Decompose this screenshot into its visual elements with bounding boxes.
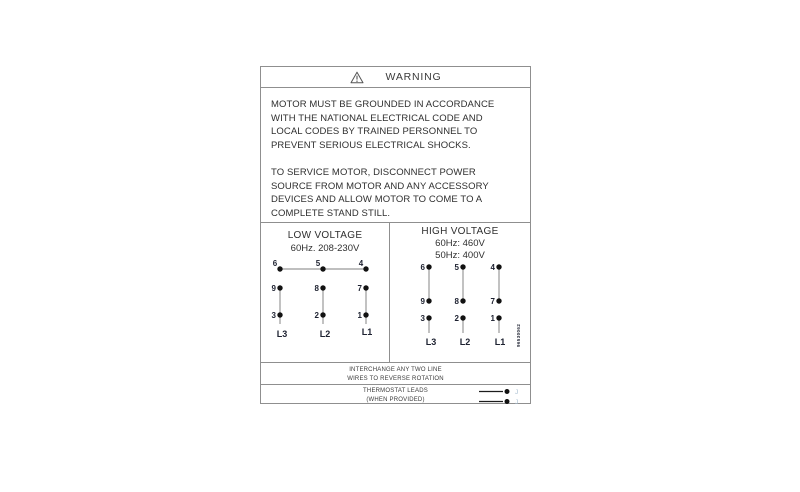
rotation-note-row xyxy=(261,362,530,384)
terminal-number: 4 xyxy=(358,259,364,268)
power-line-label: L1 xyxy=(494,337,506,347)
terminal-dot xyxy=(460,315,465,320)
high-voltage-wiring-diagram xyxy=(390,223,530,363)
warning-title: WARNING xyxy=(385,71,442,83)
voltage-diagrams-section xyxy=(261,222,530,362)
text-line: WITH THE NATIONAL ELECTRICAL CODE AND xyxy=(271,112,483,124)
terminal-number: 5 xyxy=(315,259,321,268)
terminal-dot xyxy=(277,285,282,290)
low-voltage-title: LOW VOLTAGE xyxy=(287,230,363,241)
terminal-number: 8 xyxy=(314,284,319,293)
terminal-number: 6 xyxy=(420,263,425,272)
text-line: LOCAL CODES BY TRAINED PERSONNEL TO xyxy=(271,126,478,138)
terminal-dot xyxy=(426,264,431,269)
terminal-dot xyxy=(277,266,282,271)
text-line: PREVENT SERIOUS ELECTRICAL SHOCKS. xyxy=(271,140,471,152)
high-voltage-panel xyxy=(389,223,530,362)
terminal-dot xyxy=(496,264,501,269)
terminal-number: 7 xyxy=(490,297,495,306)
thermostat-leads-line: (WHEN PROVIDED) xyxy=(366,396,425,403)
terminal-number: 9 xyxy=(271,284,276,293)
terminal-dot xyxy=(363,312,368,317)
terminal-dot xyxy=(320,285,325,290)
text-line: DEVICES AND ALLOW MOTOR TO COME TO A xyxy=(271,194,483,206)
power-line-label: L1 xyxy=(361,327,373,337)
part-number: 96530062 xyxy=(516,323,521,347)
terminal-number: 8 xyxy=(454,297,459,306)
warning-header xyxy=(261,67,530,88)
thermostat-leads-line: THERMOSTAT LEADS xyxy=(363,388,428,394)
lead-terminal-label: J xyxy=(515,399,519,406)
terminal-dot xyxy=(426,315,431,320)
rotation-note-line: INTERCHANGE ANY TWO LINE xyxy=(349,367,442,373)
terminal-number: 4 xyxy=(490,263,495,272)
terminal-dot xyxy=(277,312,282,317)
motor-wiring-warning-label xyxy=(260,66,531,404)
terminal-dot xyxy=(460,298,465,303)
text-line: SOURCE FROM MOTOR AND ANY ACCESSORY xyxy=(271,180,489,192)
power-line-label: L2 xyxy=(319,329,331,339)
terminal-number: 9 xyxy=(420,297,425,306)
thermostat-leads-row xyxy=(261,384,530,404)
power-line-label: L3 xyxy=(276,329,288,339)
terminal-dot xyxy=(496,298,501,303)
terminal-dot xyxy=(460,264,465,269)
grounding-warning-paragraph xyxy=(271,98,530,153)
power-line-label: L2 xyxy=(459,337,471,347)
lead-terminal-label: J xyxy=(515,389,519,396)
high-voltage-title: HIGH VOLTAGE xyxy=(421,226,499,237)
text-line: COMPLETE STAND STILL. xyxy=(271,207,391,219)
terminal-number: 1 xyxy=(357,311,362,320)
low-voltage-subtitle: 60Hz. 208-230V xyxy=(290,243,360,254)
text-line: MOTOR MUST BE GROUNDED IN ACCORDANCE xyxy=(271,99,495,110)
terminal-number: 3 xyxy=(420,314,425,323)
terminal-number: 5 xyxy=(454,263,459,272)
terminal-number: 3 xyxy=(271,311,276,320)
terminal-dot xyxy=(496,315,501,320)
low-voltage-panel xyxy=(261,223,389,362)
terminal-dot xyxy=(426,298,431,303)
terminal-number: 1 xyxy=(490,314,495,323)
high-voltage-subtitle-50hz: 50Hz: 400V xyxy=(435,250,485,261)
rotation-note-line: WIRES TO REVERSE ROTATION xyxy=(347,375,444,382)
terminal-dot xyxy=(320,312,325,317)
terminal-number: 2 xyxy=(314,311,319,320)
terminal-dot xyxy=(363,285,368,290)
low-voltage-wiring-diagram xyxy=(261,223,389,363)
text-line: TO SERVICE MOTOR, DISCONNECT POWER xyxy=(271,166,476,178)
terminal-dot xyxy=(363,266,368,271)
alert-triangle-icon xyxy=(350,71,364,84)
thermostat-lead-icon xyxy=(478,387,522,396)
terminal-number: 7 xyxy=(357,284,362,293)
thermostat-lead-icon xyxy=(478,397,522,406)
high-voltage-subtitle-60hz: 60Hz: 460V xyxy=(435,238,485,249)
terminal-number: 2 xyxy=(454,314,459,323)
terminal-dot xyxy=(320,266,325,271)
terminal-number: 6 xyxy=(272,259,278,268)
service-warning-paragraph xyxy=(271,166,530,221)
warning-text-block xyxy=(261,88,530,222)
power-line-label: L3 xyxy=(425,337,437,347)
